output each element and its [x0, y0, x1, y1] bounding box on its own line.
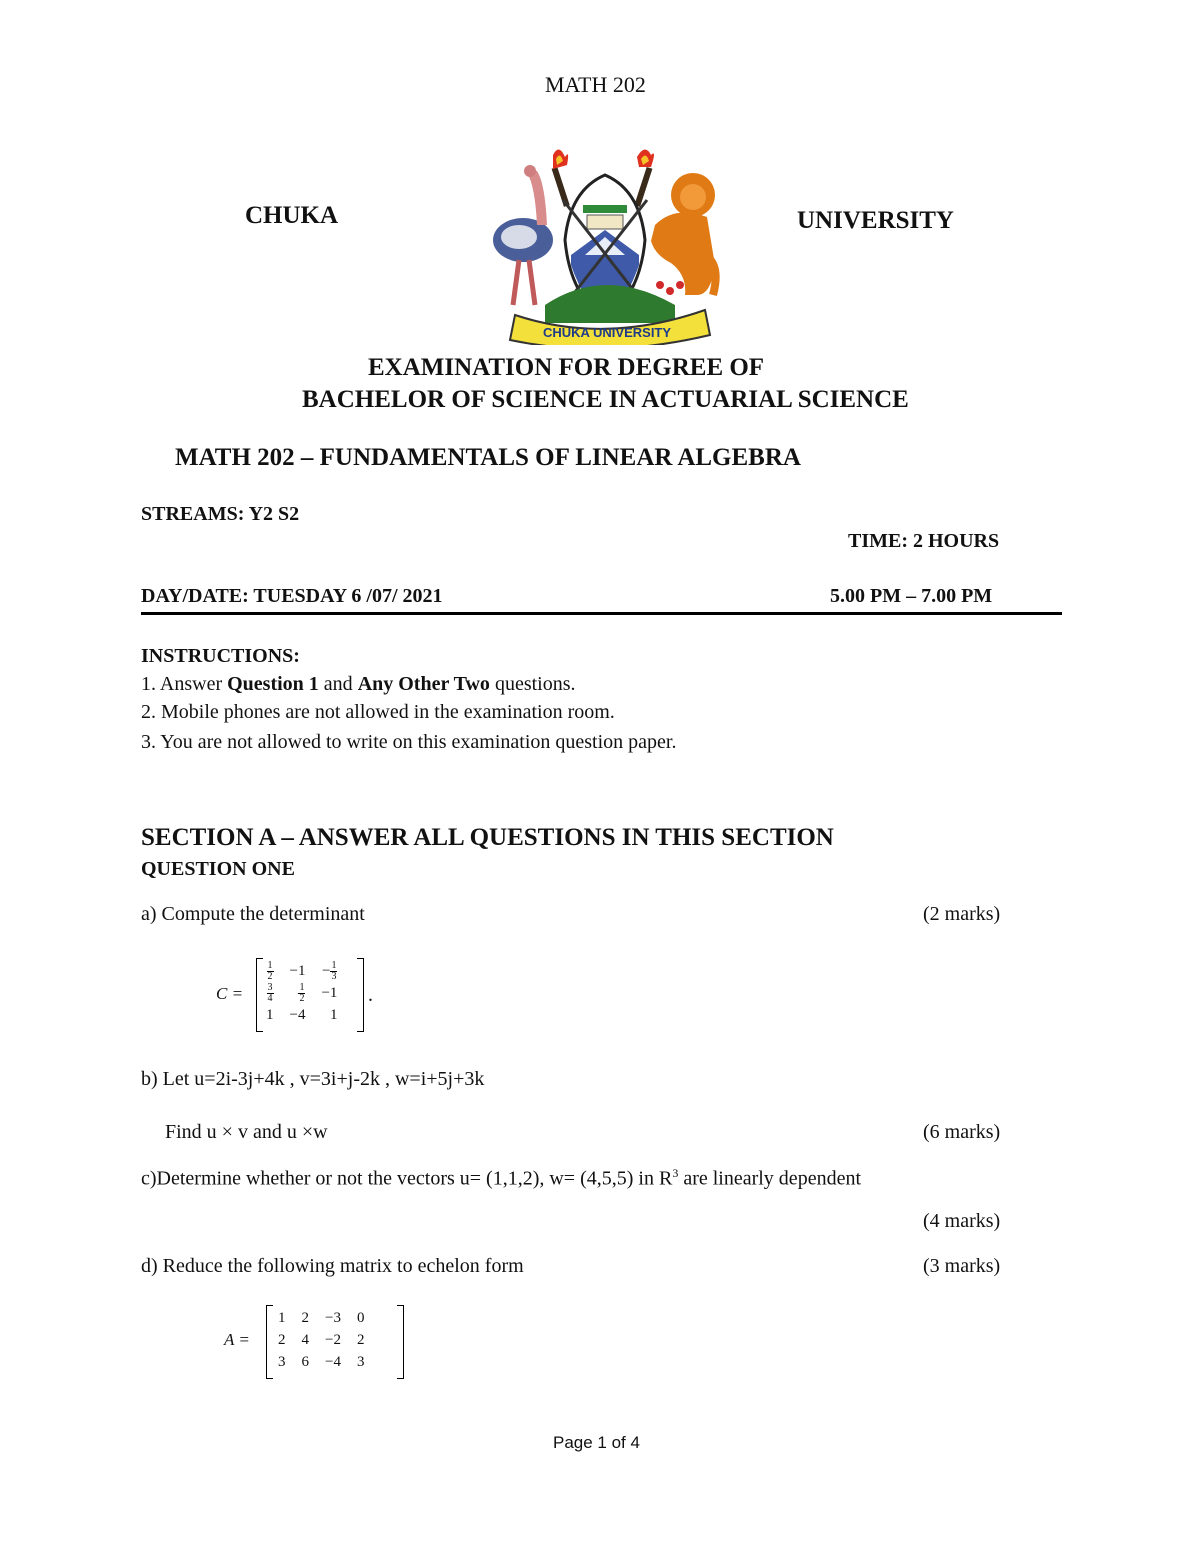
matrix-c-cell: −1	[289, 963, 306, 980]
instruction-1-suffix: questions.	[489, 673, 576, 695]
instruction-1-bold-2: Any Other Two	[357, 673, 490, 695]
university-logo	[475, 145, 735, 345]
exam-title-line2: BACHELOR OF SCIENCE IN ACTUARIAL SCIENCE	[302, 386, 909, 413]
exam-hours: 5.00 PM – 7.00 PM	[830, 585, 993, 607]
matrix-c-cell: −4	[289, 1007, 306, 1024]
matrix-a	[266, 1305, 404, 1379]
header-divider	[141, 612, 1062, 615]
matrix-c-cell: $\frac{3}{4}$	[267, 982, 273, 1005]
masthead-chuka: CHUKA	[245, 202, 339, 229]
question-b-subtext: Find u × v and u ×w	[165, 1121, 328, 1143]
day-date: DAY/DATE: TUESDAY 6 /07/ 2021	[141, 585, 443, 607]
question-c-superscript: 3	[672, 1166, 679, 1180]
matrix-a-right-bracket	[397, 1305, 404, 1379]
instruction-1-mid: and	[318, 673, 358, 695]
matrix-a-cell: 4	[301, 1332, 309, 1348]
question-a-marks: (2 marks)	[923, 903, 1001, 925]
exam-time: TIME: 2 HOURS	[848, 530, 1000, 552]
matrix-a-cell: 2	[356, 1332, 365, 1348]
matrix-a-cell: 1	[278, 1310, 286, 1326]
matrix-a-cell: −2	[325, 1332, 341, 1348]
matrix-c-cell: $\frac{1}{2}$	[267, 960, 273, 983]
instruction-1-prefix: 1. Answer	[141, 673, 228, 695]
section-heading: SECTION A – ANSWER ALL QUESTIONS IN THIS SECTION	[141, 824, 834, 851]
question-a-text: a) Compute the determinant	[141, 903, 365, 925]
question-c-text	[141, 1166, 861, 1191]
matrix-c-cell: $\frac{1}{2}$	[299, 982, 305, 1005]
question-heading: QUESTION ONE	[141, 858, 295, 880]
masthead-university: UNIVERSITY	[797, 207, 954, 234]
page-header-course-code: MATH 202	[545, 72, 646, 97]
logo-banner-text: CHUKA UNIVERSITY	[542, 325, 672, 340]
matrix-c-trailing-period: .	[368, 984, 373, 1006]
matrix-c-cell: 1	[329, 1007, 338, 1024]
question-d-marks: (3 marks)	[923, 1255, 1001, 1277]
instruction-1-bold-1: Question 1	[227, 673, 319, 695]
matrix-a-cell: 2	[301, 1310, 309, 1326]
matrix-c	[256, 958, 364, 1032]
exam-title-line1: EXAMINATION FOR DEGREE OF	[368, 354, 765, 381]
matrix-c-cell: −1	[321, 985, 338, 1002]
matrix-c-cell: 1	[266, 1007, 274, 1024]
course-title: MATH 202 – FUNDAMENTALS OF LINEAR ALGEBRA	[175, 444, 801, 471]
matrix-a-cell: −4	[325, 1354, 341, 1370]
streams: STREAMS: Y2 S2	[141, 503, 300, 525]
instruction-3: 3. You are not allowed to write on this examination question paper.	[141, 731, 677, 753]
question-b-text: b) Let u=2i-3j+4k , v=3i+j-2k , w=i+5j+3k	[141, 1068, 485, 1090]
matrix-a-cell: 3	[356, 1354, 365, 1370]
matrix-c-label: C =	[216, 984, 244, 1003]
instruction-2: 2. Mobile phones are not allowed in the examination room.	[141, 701, 615, 723]
matrix-a-cell: 3	[278, 1354, 286, 1370]
question-d-text: d) Reduce the following matrix to echelon form	[141, 1255, 524, 1277]
page-footer: Page 1 of 4	[553, 1433, 640, 1452]
matrix-c-cell: − $\frac{1}{3}$	[321, 960, 337, 983]
matrix-a-cell: 2	[278, 1332, 286, 1348]
matrix-a-cell: −3	[325, 1310, 341, 1326]
matrix-a-label: A =	[224, 1330, 250, 1349]
question-b-marks: (6 marks)	[923, 1121, 1001, 1143]
question-c-marks: (4 marks)	[923, 1210, 1001, 1232]
matrix-c-right-bracket	[357, 958, 364, 1032]
question-c-text-post: are linearly dependent	[678, 1167, 861, 1190]
matrix-a-cell: 0	[356, 1310, 365, 1326]
instruction-1	[141, 673, 576, 696]
instructions-heading: INSTRUCTIONS:	[141, 645, 300, 667]
question-c-text-pre: c)Determine whether or not the vectors u= (1,1,2), w= (4,5,5) in R	[141, 1167, 673, 1190]
matrix-a-cell: 6	[301, 1354, 309, 1370]
